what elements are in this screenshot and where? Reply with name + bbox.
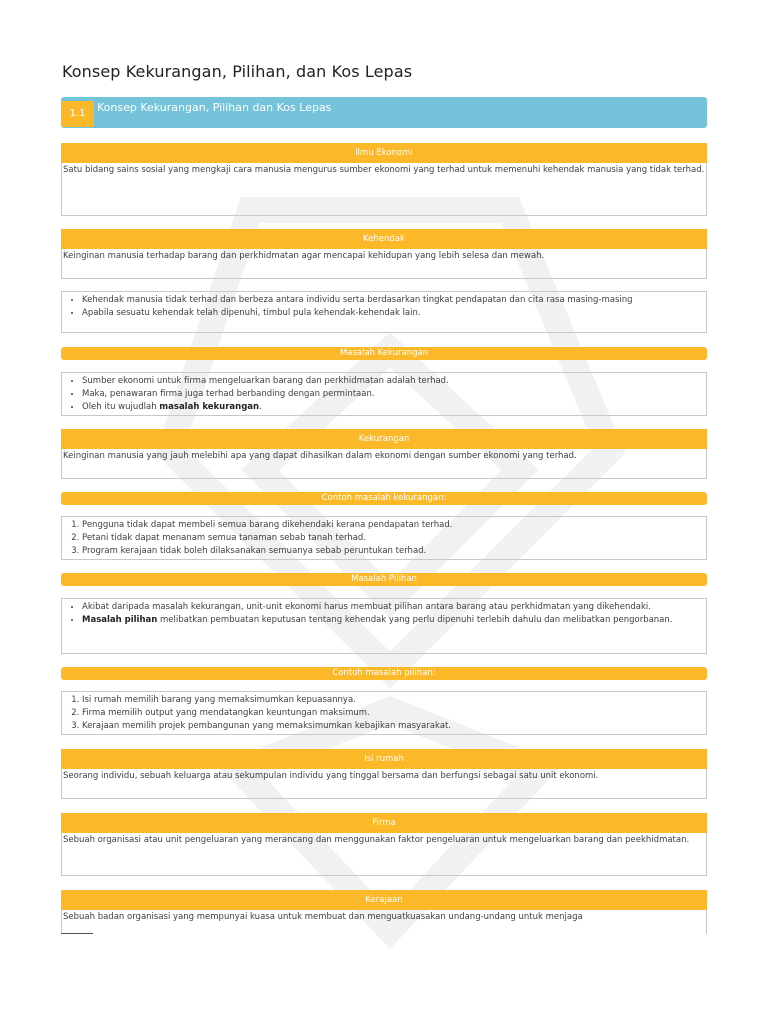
page-title: Konsep Kekurangan, Pilihan, dan Kos Lepas xyxy=(62,62,413,81)
list-item: 2. Petani tidak dapat menanam semua tanaman sebab tanah terhad. xyxy=(82,532,712,545)
section-label-masalah-pilihan: Masalah Pilihan xyxy=(61,573,707,586)
list-item: 3. Kerajaan memilih projek pembangunan yang memaksimumkan kebajikan masyarakat. xyxy=(82,720,712,733)
list-item: • Akibat daripada masalah kekurangan, unit-unit ekonomi harus membuat pilihan antara barang atau perkhidmatan yang dikehendaki. xyxy=(82,601,702,614)
list-item-text: melibatkan pembuatan keputusan tentang kehendak yang perlu dipenuhi terlebih dahulu dan melibatkan pengorbanan. xyxy=(157,615,673,625)
definition-label-isi-rumah: Isi rumah xyxy=(61,749,707,769)
definition-label-kerajaan: Kerajaan xyxy=(61,890,707,910)
definition-label-kekurangan: Kekurangan xyxy=(61,429,707,449)
list-item: 1. Isi rumah memilih barang yang memaksimumkan kepuasannya. xyxy=(82,694,712,707)
definition-text-kerajaan: Sebuah badan organisasi yang mempunyai kuasa untuk membuat dan menguatkuasakan undang-undang untuk menjaga xyxy=(63,912,583,922)
definition-text-isi-rumah: Seorang individu, sebuah keluarga atau sekumpulan individu yang tinggal bersama dan berfungsi sebagai satu unit ekonomi. xyxy=(63,771,599,781)
section-header xyxy=(61,97,707,128)
contoh-pilihan-list xyxy=(62,694,712,733)
list-item: • Apabila sesuatu kehendak telah dipenuhi, timbul pula kehendak-kehendak lain. xyxy=(82,307,692,320)
section-label-masalah-kekurangan: Masalah Kekurangan xyxy=(61,347,707,360)
list-item: 1. Pengguna tidak dapat membeli semua barang dikehendaki kerana pendapatan terhad. xyxy=(82,519,712,532)
list-item xyxy=(82,614,702,627)
definition-text-kehendak: Keinginan manusia terhadap barang dan perkhidmatan agar mencapai kehidupan yang lebih selesa dan mewah. xyxy=(63,251,545,261)
list-item: 3. Program kerajaan tidak boleh dilaksanakan semuanya sebab peruntukan terhad. xyxy=(82,545,712,558)
definition-text-kekurangan: Keinginan manusia yang jauh melebihi apa yang dapat dihasilkan dalam ekonomi dengan sumber ekonomi yang terhad. xyxy=(63,451,577,461)
list-item: • Kehendak manusia tidak terhad dan berbeza antara individu serta berdasarkan tingkat pendapatan dan cita rasa masing-masing xyxy=(82,294,692,307)
kehendak-bullet-list xyxy=(62,294,692,320)
definition-label-firma: Firma xyxy=(61,813,707,833)
masalah-kekurangan-bullet-list xyxy=(62,375,712,414)
section-label-contoh-kekurangan: Contoh masalah kekurangan: xyxy=(61,492,707,505)
definition-text-ilmu-ekonomi: Satu bidang sains sosial yang mengkaji cara manusia mengurus sumber ekonomi yang terhad untuk memenuhi kehendak manusia yang tidak terhad. xyxy=(63,165,705,175)
list-item-text: Oleh itu wujudlah xyxy=(82,402,160,412)
section-label-contoh-pilihan: Contoh masalah pilihan: xyxy=(61,667,707,680)
section-title: Konsep Kekurangan, Pilihan dan Kos Lepas xyxy=(97,101,332,114)
list-item: 2. Firma memilih output yang mendatangkan keuntungan maksimum. xyxy=(82,707,712,720)
list-item-text: . xyxy=(259,402,262,412)
list-item: • Maka, penawaran firma juga terhad berbanding dengan permintaan. xyxy=(82,388,712,401)
list-item: • Sumber ekonomi untuk firma mengeluarkan barang dan perkhidmatan adalah terhad. xyxy=(82,375,712,388)
divider xyxy=(61,933,93,934)
bold-term: Masalah pilihan xyxy=(82,615,158,625)
section-number: 1.1 xyxy=(61,101,94,127)
bold-term: masalah kekurangan xyxy=(159,402,260,412)
definition-label-kehendak: Kehendak xyxy=(61,229,707,249)
definition-text-firma: Sebuah organisasi atau unit pengeluaran yang merancang dan menggunakan faktor pengeluaran untuk mengeluarkan barang dan peekhidmatan. xyxy=(63,835,690,845)
list-item xyxy=(82,401,712,414)
masalah-pilihan-bullet-list xyxy=(62,601,702,627)
definition-label-ilmu-ekonomi: Ilmu Ekonomi xyxy=(61,143,707,163)
contoh-kekurangan-list xyxy=(62,519,712,558)
